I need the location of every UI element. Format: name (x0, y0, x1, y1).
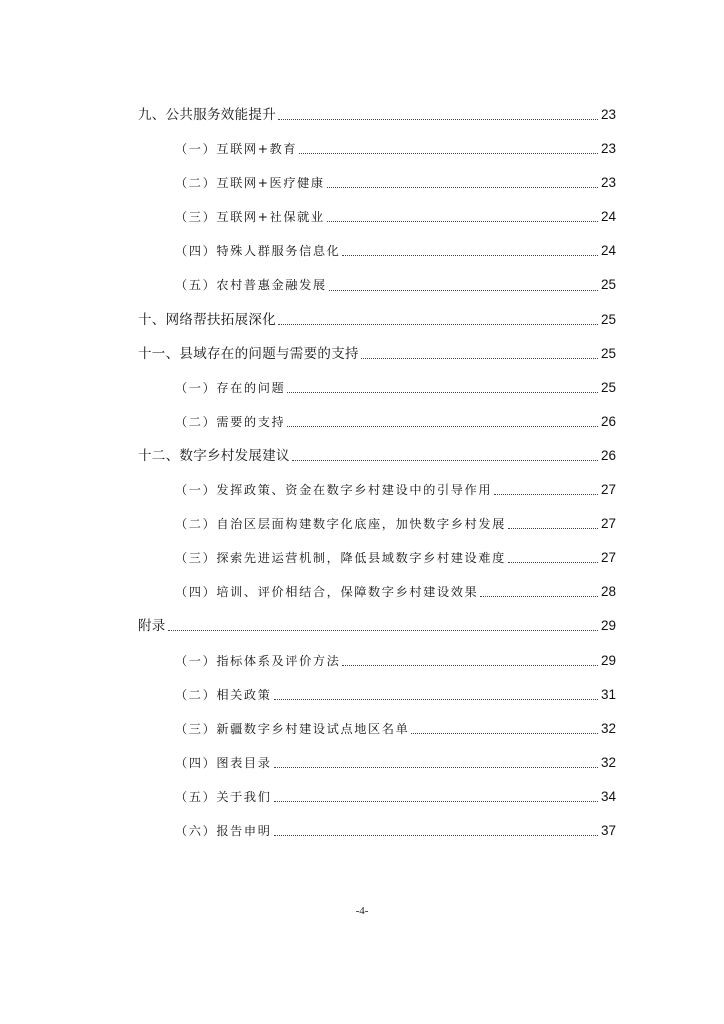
dot-leader (287, 391, 598, 393)
toc-entry-label: 附录 (138, 618, 166, 635)
toc-entry-page: 34 (600, 788, 616, 804)
toc-entry[interactable] (138, 780, 616, 814)
toc-entry[interactable] (138, 132, 616, 166)
dot-leader (327, 220, 598, 222)
toc-entry[interactable] (138, 712, 616, 746)
dot-leader (168, 629, 598, 631)
toc-entry-label: （四）特殊人群服务信息化 (175, 244, 341, 259)
toc-entry-label: （一）存在的问题 (175, 380, 286, 395)
dot-leader (494, 493, 598, 495)
toc-entry-label: （三）新疆数字乡村建设试点地区名单 (175, 721, 410, 736)
toc-entry-label: （二）自治区层面构建数字化底座，加快数字乡村发展 (175, 517, 506, 532)
toc-entry[interactable] (138, 439, 616, 473)
toc-entry-page: 25 (600, 345, 616, 361)
toc-entry[interactable] (138, 166, 616, 200)
toc-entry[interactable] (138, 303, 616, 337)
toc-entry-label: （三）互联网+社保就业 (175, 210, 325, 225)
toc-entry-label: （五）农村普惠金融发展 (175, 278, 327, 293)
dot-leader (278, 118, 598, 120)
toc-entry-page: 37 (600, 822, 616, 838)
toc-entry[interactable] (138, 98, 616, 132)
toc-entry[interactable] (138, 609, 616, 643)
dot-leader (411, 732, 598, 734)
table-of-contents (138, 98, 616, 848)
toc-entry[interactable] (138, 575, 616, 609)
dot-leader (508, 561, 598, 563)
dot-leader (342, 664, 598, 666)
dot-leader (361, 357, 598, 359)
dot-leader (274, 834, 598, 836)
dot-leader (508, 527, 598, 529)
dot-leader (480, 595, 598, 597)
toc-entry-label: （五）关于我们 (175, 789, 272, 804)
toc-entry-page: 29 (600, 652, 616, 668)
dot-leader (274, 698, 598, 700)
dot-leader (274, 766, 598, 768)
dot-leader (274, 800, 598, 802)
toc-entry[interactable] (138, 746, 616, 780)
toc-entry-label: （一）发挥政策、资金在数字乡村建设中的引导作用 (175, 483, 493, 498)
toc-entry-label: （二）需要的支持 (175, 414, 286, 429)
toc-entry-page: 23 (600, 107, 616, 122)
toc-entry-label: （二）互联网+医疗健康 (175, 176, 325, 191)
toc-entry-label: （一）互联网+教育 (175, 142, 298, 157)
dot-leader (278, 323, 598, 325)
toc-entry-page: 31 (600, 686, 616, 702)
dot-leader (342, 254, 598, 256)
dot-leader (327, 186, 598, 188)
toc-entry-label: （一）指标体系及评价方法 (175, 653, 341, 668)
toc-entry[interactable] (138, 814, 616, 848)
toc-entry-page: 32 (600, 754, 616, 770)
toc-entry-page: 25 (600, 311, 616, 327)
toc-entry-page: 32 (600, 720, 616, 736)
dot-leader (292, 459, 598, 461)
toc-entry-label: （四）培训、评价相结合，保障数字乡村建设效果 (175, 585, 479, 600)
toc-entry-label: 十二、数字乡村发展建议 (138, 447, 290, 464)
toc-entry[interactable] (138, 644, 616, 678)
toc-entry[interactable] (138, 473, 616, 507)
toc-entry-page: 27 (600, 482, 616, 498)
toc-entry[interactable] (138, 678, 616, 712)
toc-entry[interactable] (138, 268, 616, 302)
toc-entry-label: 十一、县域存在的问题与需要的支持 (138, 345, 359, 362)
dot-leader (329, 289, 598, 291)
toc-entry[interactable] (138, 541, 616, 575)
toc-entry-page: 26 (600, 413, 616, 429)
toc-entry-page: 25 (600, 277, 616, 293)
toc-entry-label: 十、网络帮扶拓展深化 (138, 311, 276, 328)
toc-entry-page: 23 (600, 175, 616, 191)
toc-entry[interactable] (138, 337, 616, 371)
toc-entry[interactable] (138, 234, 616, 268)
toc-entry-label: （六）报告申明 (175, 823, 272, 838)
toc-entry[interactable] (138, 405, 616, 439)
dot-leader (287, 425, 598, 427)
toc-entry-label: （四）图表目录 (175, 755, 272, 770)
toc-entry-label: （二）相关政策 (175, 687, 272, 702)
toc-entry-page: 27 (600, 550, 616, 566)
toc-entry-page: 26 (600, 447, 616, 463)
toc-entry-label: 九、公共服务效能提升 (138, 107, 276, 123)
toc-entry-page: 25 (600, 379, 616, 395)
toc-entry[interactable] (138, 200, 616, 234)
page-number: -4- (355, 905, 369, 917)
toc-entry-page: 23 (600, 141, 616, 157)
dot-leader (299, 152, 598, 154)
toc-entry[interactable] (138, 371, 616, 405)
toc-entry-page: 28 (600, 584, 616, 600)
toc-entry-page: 27 (600, 516, 616, 532)
toc-entry-page: 29 (600, 618, 616, 634)
toc-entry[interactable] (138, 507, 616, 541)
toc-entry-page: 24 (600, 209, 616, 225)
toc-entry-page: 24 (600, 243, 616, 259)
toc-entry-label: （三）探索先进运营机制，降低县域数字乡村建设难度 (175, 551, 506, 566)
